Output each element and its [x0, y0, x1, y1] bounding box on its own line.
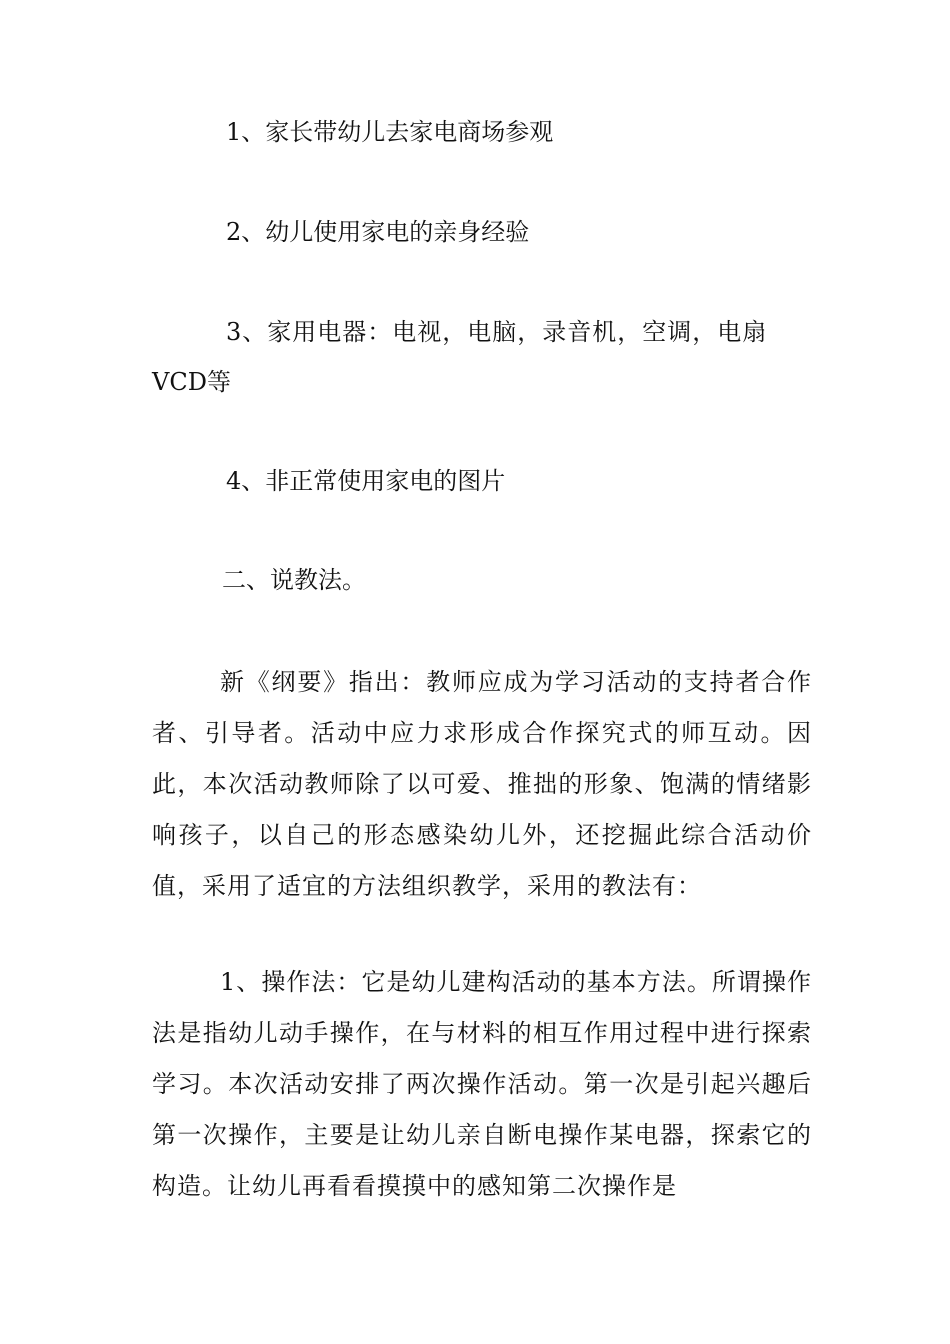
operation-method-paragraph: 1、操作法：它是幼儿建构活动的基本方法。所谓操作法是指幼儿动手操作，在与材料的相互作用过程中进行探索学习。本次活动安排了两次操作活动。第一次是引起兴趣后第一次操作，主要是让幼儿亲自断电操作某电器，探索它的构造。让幼儿再看看摸摸中的感知第二次操作是 [152, 968, 812, 1200]
material-item-3: 3、家用电器：电视，电脑，录音机，空调，电扇 [226, 318, 768, 346]
material-item-3-continuation: VCD等 [152, 368, 231, 396]
material-item-4: 4、非正常使用家电的图片 [226, 467, 506, 495]
material-item-1: 1、家长带幼儿去家电商场参观 [226, 118, 554, 146]
teaching-method-paragraph: 新《纲要》指出：教师应成为学习活动的支持者合作者、引导者。活动中应力求形成合作探究式的师互动。因此，本次活动教师除了以可爱、推拙的形象、饱满的情绪影响孩子，以自己的形态感染幼儿外，还挖掘此综合活动价值，采用了适宜的方法组织教学，采用的教法有： [152, 668, 812, 900]
material-item-2: 2、幼儿使用家电的亲身经验 [226, 218, 530, 246]
section-heading: 二、说教法。 [222, 566, 366, 594]
